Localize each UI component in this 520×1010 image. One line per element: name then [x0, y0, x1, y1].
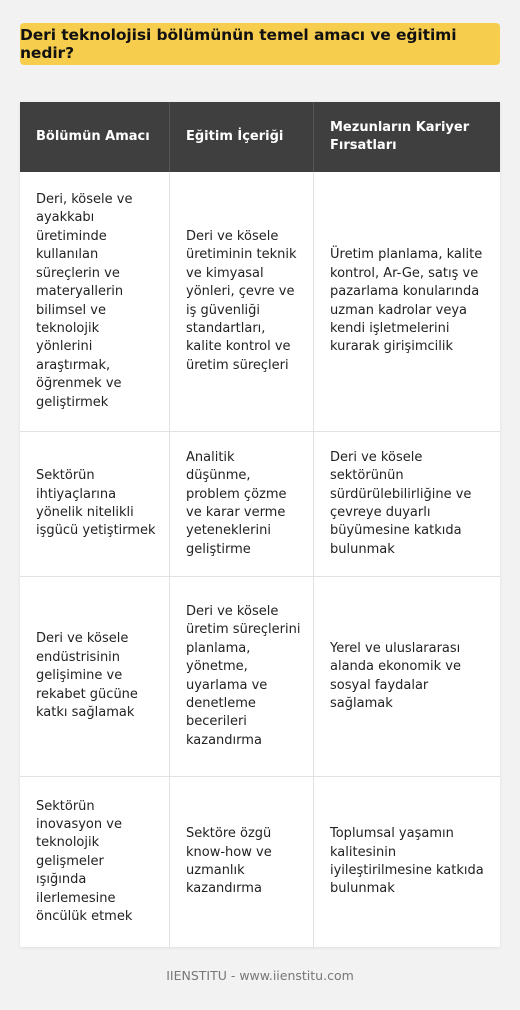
page-title: Deri teknolojisi bölümünün temel amacı ve eğitimi nedir? — [20, 26, 457, 62]
table-cell: Deri ve kösele üretim süreçlerini planlama, yönetme, uyarlama ve denetleme becerileri kazandırma — [170, 577, 314, 776]
footer-credit: IIENSTITU - www.iienstitu.com — [166, 968, 354, 983]
table-cell: Yerel ve uluslararası alanda ekonomik ve sosyal faydalar sağlamak — [330, 640, 461, 711]
table-row — [20, 172, 500, 432]
table-cell: Üretim planlama, kalite kontrol, Ar-Ge, satış ve pazarlama konularında uzman kadrolar veya kendi işletmelerini kurarak girişimcilik — [330, 247, 483, 355]
header-cell-education: Eğitim İçeriği — [170, 102, 314, 172]
table-cell: Toplumsal yaşamın kalitesinin iyileştirilmesine katkıda bulunmak — [330, 826, 484, 897]
table-cell: Deri ve kösele üretiminin teknik ve kimyasal yönleri, çevre ve iş güvenliği standartları, kalite kontrol ve üretim süreçleri — [170, 172, 314, 431]
table-cell: Deri, kösele ve ayakkabı üretiminde kullanılan süreçlerin ve materyallerin bilimsel ve teknolojik yönlerini araştırmak, öğrenmek ve geliştirmek — [20, 172, 170, 431]
table-cell: Sektöre özgü know-how ve uzmanlık kazandırma — [170, 777, 314, 947]
header-cell-careers: Mezunların Kariyer Fırsatları — [330, 119, 470, 153]
title-banner — [20, 23, 500, 65]
table-cell: Analitik düşünme, problem çözme ve karar verme yeteneklerini geliştirme — [170, 432, 314, 576]
table-row — [20, 577, 500, 777]
header-cell-purpose: Bölümün Amacı — [20, 102, 170, 172]
table-header-row — [20, 102, 500, 172]
table-row — [20, 432, 500, 577]
table-cell: Deri ve kösele sektörünün sürdürülebilirliğine ve çevreye duyarlı büyümesine katkıda bulunmak — [330, 449, 472, 557]
table-cell: Deri ve kösele endüstrisinin gelişimine ve rekabet gücüne katkı sağlamak — [20, 577, 170, 776]
table-cell: Sektörün ihtiyaçlarına yönelik nitelikli işgücü yetiştirmek — [20, 432, 170, 576]
table-cell: Sektörün inovasyon ve teknolojik gelişmeler ışığında ilerlemesine öncülük etmek — [20, 777, 170, 947]
table-row — [20, 777, 500, 947]
info-table — [20, 102, 500, 947]
